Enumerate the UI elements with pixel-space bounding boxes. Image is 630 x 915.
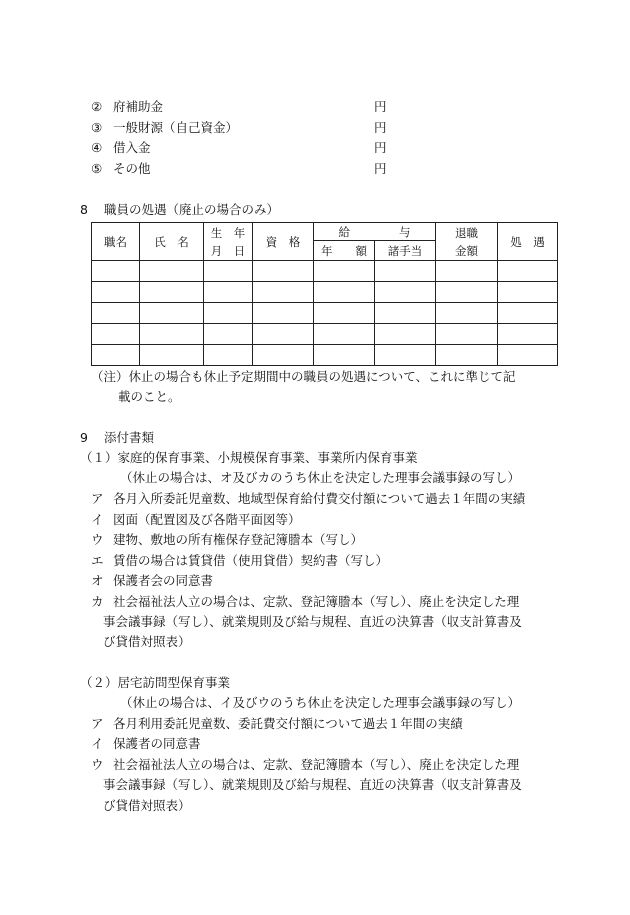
item-text-continued: び貸借対照表） [103, 798, 191, 813]
table-header-row [92, 223, 558, 241]
header-shogu: 処 遇 [498, 223, 558, 261]
note-marker: （注） [91, 369, 129, 384]
section8-heading [80, 204, 279, 217]
item-marker: カ [91, 594, 104, 609]
funding-marker: ② [91, 99, 103, 114]
header-shoteate: 諸手当 [375, 241, 436, 261]
funding-marker: ⑤ [91, 161, 103, 176]
funding-unit: 円 [374, 161, 387, 176]
item-marker: イ [91, 736, 104, 751]
funding-row [91, 142, 151, 155]
funding-marker: ③ [91, 120, 103, 135]
subsection-marker: （１） [80, 450, 118, 465]
item-marker: ウ [91, 757, 104, 772]
header-birthdate-line2: 月 日 [210, 243, 246, 258]
header-shokumei: 職名 [92, 223, 140, 261]
header-birthdate [204, 223, 253, 261]
list-item [91, 534, 363, 547]
list-item [91, 759, 519, 772]
header-nengaku: 年 額 [314, 241, 375, 261]
subsection-title: 家庭的保育事業、小規模保育事業、事業所内保育事業 [117, 450, 418, 465]
subsection2-heading [80, 677, 230, 690]
item-text: 建物、敷地の所有権保存登記簿謄本（写し） [113, 532, 364, 547]
subsection1-note: （休止の場合は、オ及びカのうち休止を決定した理事会議事録の写し） [120, 470, 521, 485]
item-text: 賃借の場合は賃貸借（使用貸借）契約書（写し） [113, 553, 389, 568]
list-item [91, 493, 525, 506]
note-line1 [91, 371, 516, 384]
list-item [91, 514, 301, 527]
item-marker: ア [91, 716, 104, 731]
item-text: 各月入所委託児童数、地域型保育給付費交付額について過去１年間の実績 [113, 491, 526, 506]
funding-row [91, 122, 238, 135]
item-text: 社会福祉法人立の場合は、定款、登記簿謄本（写し）、廃止を決定した理 [113, 757, 520, 772]
item-marker: イ [91, 512, 104, 527]
subsection1-heading [80, 452, 418, 465]
item-text-continued: 事会議事録（写し）、就業規則及び給与規程、直近の決算書（収支計算書及 [103, 614, 522, 629]
section-title: 添付書類 [103, 430, 154, 445]
subsection-title: 居宅訪問型保育事業 [117, 675, 231, 690]
section-title: 職員の処遇（廃止の場合のみ） [103, 202, 279, 217]
list-item [91, 718, 463, 731]
table-row [92, 324, 558, 345]
list-item [91, 555, 388, 568]
list-item [91, 596, 519, 609]
header-retirement-line1: 退職 [455, 225, 478, 240]
list-item [91, 738, 201, 751]
subsection2-note: （休止の場合は、イ及びウのうち休止を決定した理事会議事録の写し） [120, 695, 521, 710]
header-kyuyo-left: 給 [338, 224, 350, 239]
table-row [92, 345, 558, 366]
funding-unit: 円 [374, 120, 387, 135]
funding-label: 借入金 [113, 140, 151, 155]
table-row [92, 282, 558, 303]
header-retirement [436, 223, 498, 261]
section9-heading [80, 432, 154, 445]
funding-row [91, 163, 151, 176]
item-text: 図面（配置図及び各階平面図等） [113, 512, 301, 527]
note-line2: 載のこと。 [118, 389, 181, 404]
funding-marker: ④ [91, 140, 103, 155]
header-kyuyo [314, 223, 436, 241]
note-text: 休止の場合も休止予定期間中の職員の処遇について、これに準じて記 [128, 369, 516, 384]
header-shimei: 氏 名 [140, 223, 204, 261]
subsection-marker: （２） [80, 675, 118, 690]
funding-label: その他 [113, 161, 151, 176]
header-birthdate-line1: 生 年 [210, 225, 246, 240]
item-marker: エ [91, 553, 104, 568]
funding-label: 一般財源（自己資金） [113, 120, 239, 135]
header-kyuyo-right: 与 [399, 224, 411, 239]
item-text: 保護者会の同意書 [113, 573, 214, 588]
item-text-continued: び貸借対照表） [103, 634, 191, 649]
funding-unit: 円 [374, 140, 387, 155]
funding-unit: 円 [374, 99, 387, 114]
item-text: 保護者の同意書 [113, 736, 201, 751]
header-shikaku: 資 格 [253, 223, 314, 261]
item-text: 各月利用委託児童数、委託費交付額について過去１年間の実績 [113, 716, 463, 731]
table-row [92, 303, 558, 324]
item-marker: ア [91, 491, 104, 506]
item-text-continued: 事会議事録（写し）、就業規則及び給与規程、直近の決算書（収支計算書及 [103, 777, 522, 792]
section-number: 9 [80, 430, 88, 445]
staff-table [91, 222, 558, 366]
funding-label: 府補助金 [113, 99, 164, 114]
section-number: 8 [80, 202, 88, 217]
funding-row [91, 101, 163, 114]
list-item [91, 575, 213, 588]
header-retirement-line2: 金額 [455, 243, 478, 258]
item-marker: ウ [91, 532, 104, 547]
item-marker: オ [91, 573, 104, 588]
table-row [92, 261, 558, 282]
item-text: 社会福祉法人立の場合は、定款、登記簿謄本（写し）、廃止を決定した理 [113, 594, 520, 609]
